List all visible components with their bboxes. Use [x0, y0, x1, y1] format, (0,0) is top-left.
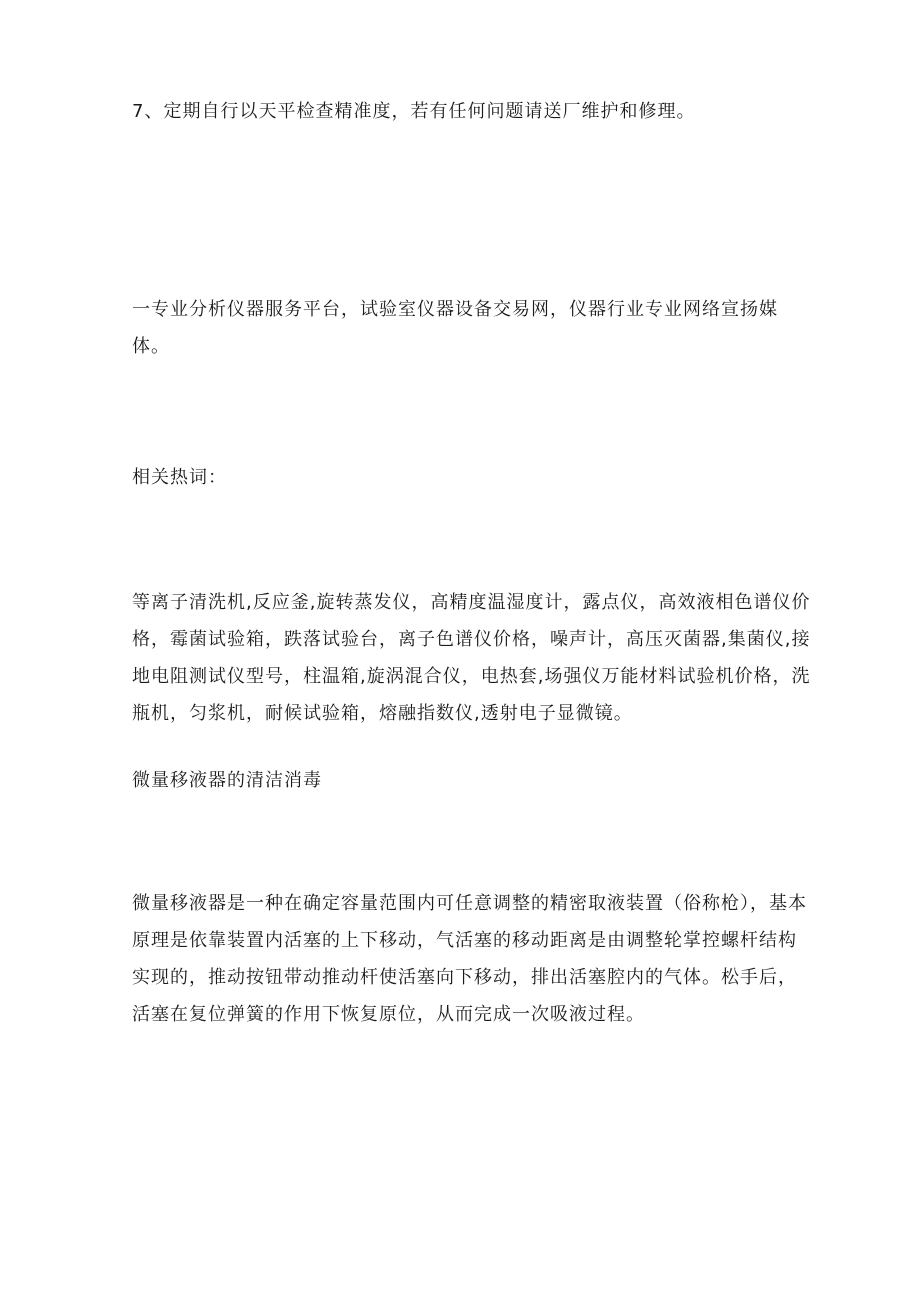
maintenance-step-7: 7、定期自行以天平检查精准度，若有任何问题请送厂维护和修理。	[132, 101, 696, 122]
platform-description: 一专业分析仪器服务平台，试验室仪器设备交易网，仪器行业专业网络宣扬媒体。	[132, 299, 778, 357]
related-keywords-label: 相关热词：	[132, 467, 227, 488]
related-keywords-list: 等离子清洗机,反应釜,旋转蒸发仪，高精度温湿度计，露点仪，高效液相色谱仪价格，霉菌试验箱，跌落试验台，离子色谱仪价格，噪声计，高压灭菌器,集菌仪,接地电阻测试仪型号，柱温箱,旋涡混合仪，电热套,场强仪万能材料试验机价格，洗瓶机，匀浆机，耐候试验箱，熔融指数仪,透射电子显微镜。	[132, 592, 811, 724]
section-heading: 微量移液器的清洁消毒	[132, 770, 322, 791]
body-paragraph: 微量移液器是一种在确定容量范围内可任意调整的精密取液装置（俗称枪），基本原理是依靠装置内活塞的上下移动，气活塞的移动距离是由调整轮掌控螺杆结构实现的，推动按钮带动推动杆使活塞向下移动，排出活塞腔内的气体。松手后，活塞在复位弹簧的作用下恢复原位，从而完成一次吸液过程。	[132, 893, 807, 1025]
